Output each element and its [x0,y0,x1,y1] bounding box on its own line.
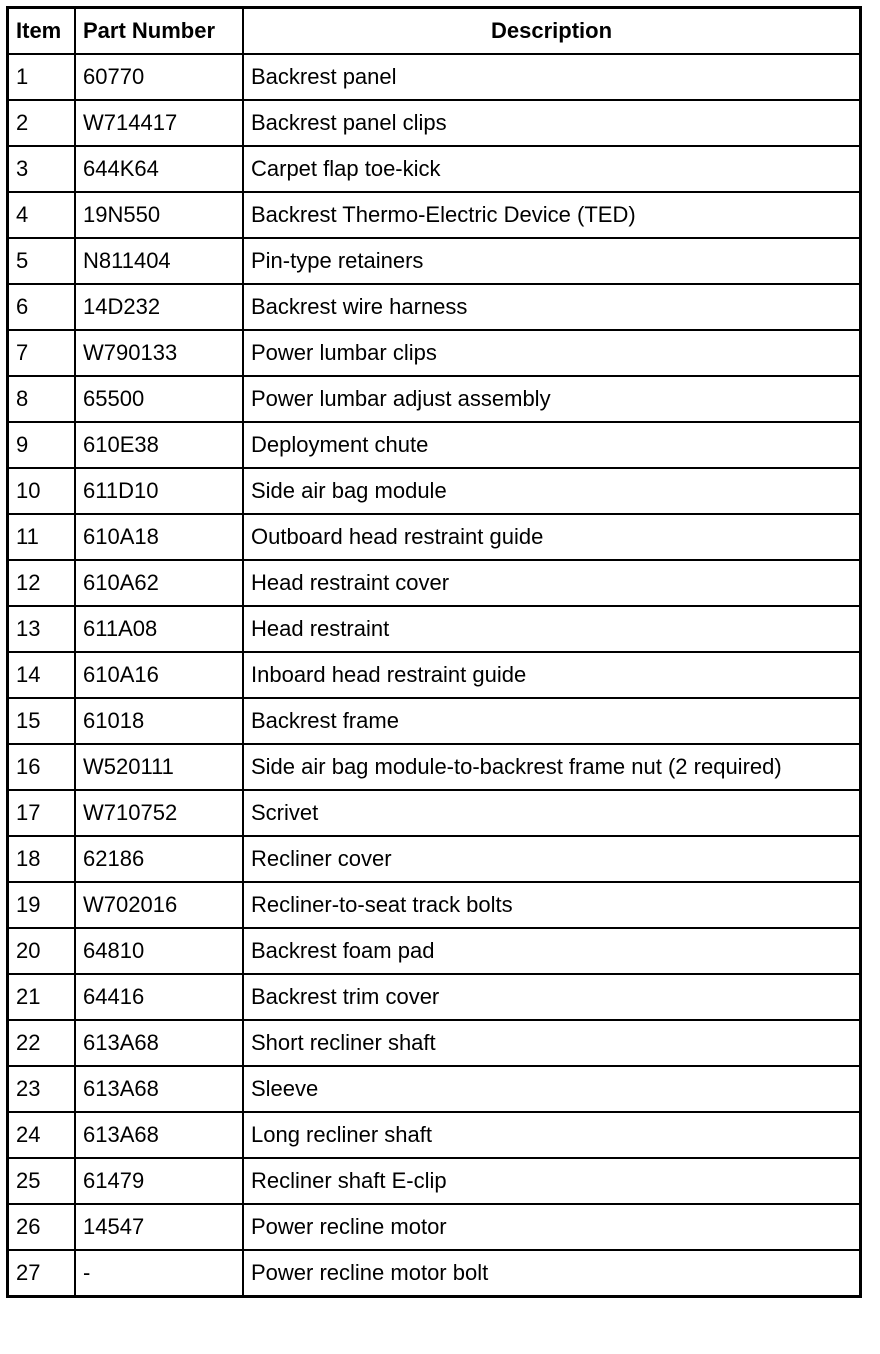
item-cell: 4 [8,192,76,238]
item-cell: 6 [8,284,76,330]
table-row [8,790,861,836]
item-cell: 25 [8,1158,76,1204]
description-cell: Power lumbar clips [243,330,861,376]
part-number-cell: W714417 [75,100,243,146]
item-cell: 15 [8,698,76,744]
header-item: Item [8,8,76,55]
item-cell: 21 [8,974,76,1020]
table-row [8,238,861,284]
header-row [8,8,861,55]
table-row [8,560,861,606]
table-row [8,422,861,468]
item-cell: 7 [8,330,76,376]
part-number-cell: 14D232 [75,284,243,330]
item-cell: 20 [8,928,76,974]
table-row [8,146,861,192]
table-row [8,376,861,422]
item-cell: 18 [8,836,76,882]
item-cell: 2 [8,100,76,146]
description-cell: Backrest panel clips [243,100,861,146]
table-row [8,928,861,974]
item-cell: 17 [8,790,76,836]
part-number-cell: W710752 [75,790,243,836]
part-number-cell: 64810 [75,928,243,974]
table-row [8,1112,861,1158]
header-description: Description [243,8,861,55]
part-number-cell: 61479 [75,1158,243,1204]
description-cell: Deployment chute [243,422,861,468]
description-cell: Short recliner shaft [243,1020,861,1066]
description-cell: Long recliner shaft [243,1112,861,1158]
table-row [8,974,861,1020]
part-number-cell: W702016 [75,882,243,928]
description-cell: Sleeve [243,1066,861,1112]
description-cell: Recliner-to-seat track bolts [243,882,861,928]
header-part-number: Part Number [75,8,243,55]
item-cell: 12 [8,560,76,606]
part-number-cell: 19N550 [75,192,243,238]
description-cell: Head restraint [243,606,861,652]
table-row [8,514,861,560]
table-row [8,606,861,652]
description-cell: Backrest wire harness [243,284,861,330]
table-row [8,330,861,376]
part-number-cell: 62186 [75,836,243,882]
description-cell: Carpet flap toe-kick [243,146,861,192]
item-cell: 14 [8,652,76,698]
table-row [8,744,861,790]
table-row [8,1204,861,1250]
part-number-cell: 613A68 [75,1020,243,1066]
description-cell: Power recline motor bolt [243,1250,861,1297]
item-cell: 10 [8,468,76,514]
part-number-cell: 644K64 [75,146,243,192]
description-cell: Pin-type retainers [243,238,861,284]
table-header [8,8,861,55]
table-body [8,54,861,1297]
table-row [8,1158,861,1204]
description-cell: Recliner cover [243,836,861,882]
description-cell: Side air bag module-to-backrest frame nut (2 required) [243,744,861,790]
part-number-cell: 14547 [75,1204,243,1250]
description-cell: Side air bag module [243,468,861,514]
item-cell: 13 [8,606,76,652]
description-cell: Scrivet [243,790,861,836]
parts-table [6,6,862,1298]
part-number-cell: - [75,1250,243,1297]
description-cell: Backrest panel [243,54,861,100]
part-number-cell: N811404 [75,238,243,284]
description-cell: Backrest frame [243,698,861,744]
part-number-cell: 65500 [75,376,243,422]
table-row [8,836,861,882]
item-cell: 8 [8,376,76,422]
item-cell: 22 [8,1020,76,1066]
description-cell: Head restraint cover [243,560,861,606]
part-number-cell: 613A68 [75,1066,243,1112]
table-row [8,468,861,514]
description-cell: Backrest trim cover [243,974,861,1020]
table-row [8,652,861,698]
description-cell: Backrest Thermo-Electric Device (TED) [243,192,861,238]
part-number-cell: 610A18 [75,514,243,560]
description-cell: Outboard head restraint guide [243,514,861,560]
part-number-cell: 613A68 [75,1112,243,1158]
table-row [8,192,861,238]
table-row [8,1066,861,1112]
item-cell: 23 [8,1066,76,1112]
item-cell: 9 [8,422,76,468]
item-cell: 27 [8,1250,76,1297]
item-cell: 26 [8,1204,76,1250]
description-cell: Inboard head restraint guide [243,652,861,698]
part-number-cell: 611D10 [75,468,243,514]
table-row [8,100,861,146]
description-cell: Power recline motor [243,1204,861,1250]
part-number-cell: 60770 [75,54,243,100]
item-cell: 19 [8,882,76,928]
table-row [8,1250,861,1297]
table-row [8,284,861,330]
item-cell: 3 [8,146,76,192]
item-cell: 24 [8,1112,76,1158]
item-cell: 1 [8,54,76,100]
part-number-cell: 610A16 [75,652,243,698]
item-cell: 11 [8,514,76,560]
table-row [8,882,861,928]
part-number-cell: W790133 [75,330,243,376]
part-number-cell: 610E38 [75,422,243,468]
description-cell: Backrest foam pad [243,928,861,974]
part-number-cell: 64416 [75,974,243,1020]
part-number-cell: 610A62 [75,560,243,606]
part-number-cell: 611A08 [75,606,243,652]
item-cell: 5 [8,238,76,284]
part-number-cell: W520111 [75,744,243,790]
description-cell: Recliner shaft E-clip [243,1158,861,1204]
part-number-cell: 61018 [75,698,243,744]
item-cell: 16 [8,744,76,790]
description-cell: Power lumbar adjust assembly [243,376,861,422]
table-row [8,54,861,100]
table-row [8,1020,861,1066]
table-row [8,698,861,744]
